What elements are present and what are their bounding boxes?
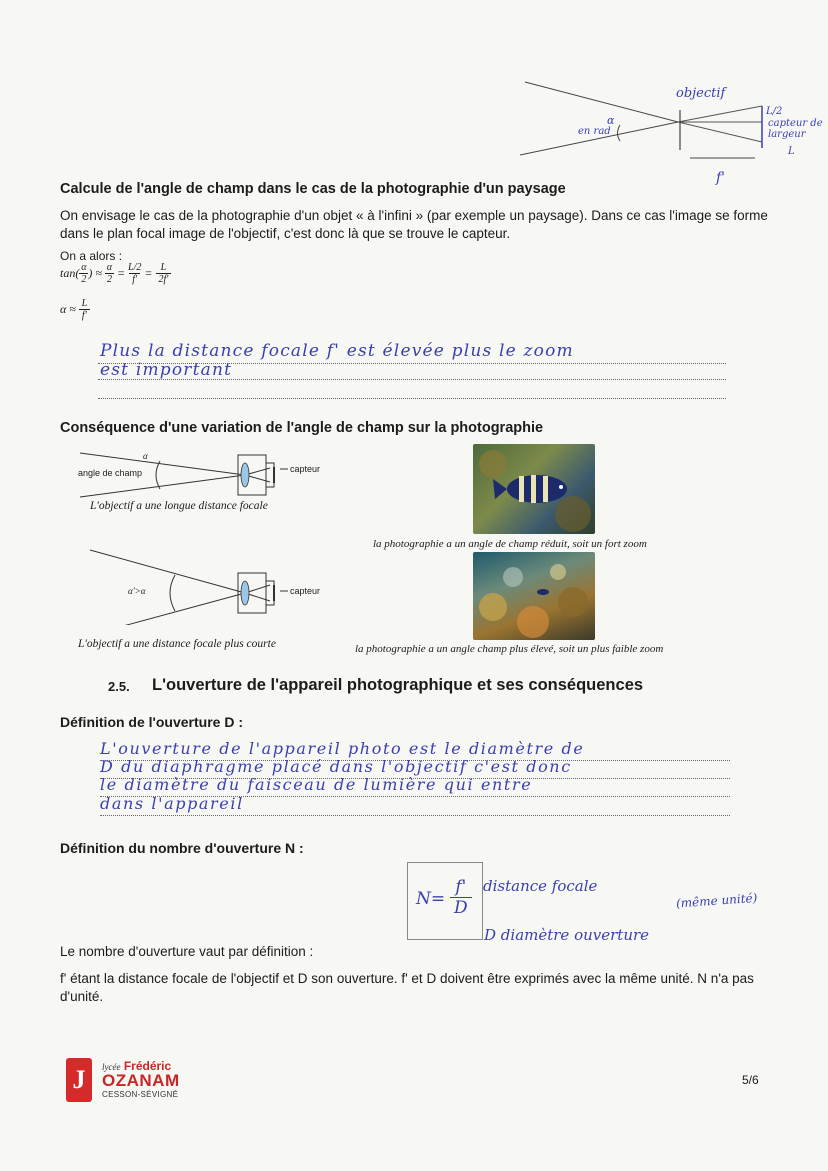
def-N-label: Définition du nombre d'ouverture N : xyxy=(60,840,304,856)
logo-line-1: lycée Frédéric xyxy=(102,1058,172,1073)
formula-tan: tan( $\frac{\alpha}{2}$ ) ≈ $\frac{\alpha}{2}$ = $\frac{L/2}{f'}$ = $\frac{L}{2f'}$ xyxy=(60,262,171,285)
hand-distance-focale: distance focale xyxy=(483,877,598,895)
section-title-consequence: Conséquence d'une variation de l'angle de champ sur la photographie xyxy=(60,420,544,436)
sketch-L: L xyxy=(788,146,795,157)
diagram-short-focal-svg xyxy=(60,545,360,625)
on-a-alors: On a alors : xyxy=(60,249,123,263)
photo-wide-reef xyxy=(473,552,595,640)
school-logo-text xyxy=(102,1059,180,1102)
formula-alpha: α ≈ $\frac{L}{f'}$ xyxy=(60,298,90,321)
explication-N: f' étant la distance focale de l'objectif et D son ouverture. f' et D doivent être exprimés avec la même unité. N n'a pas d'unité. xyxy=(60,971,754,1004)
diagram2-alpha: α'>α xyxy=(128,586,146,596)
def-D-label: Définition de l'ouverture D : xyxy=(60,714,244,730)
formula-N-frac: f' D xyxy=(450,877,472,918)
sketch-objectif: objectif xyxy=(676,86,726,101)
diagram-short-focal xyxy=(60,545,360,625)
def-hand-3: le diamètre du faisceau de lumière qui entre xyxy=(100,775,533,794)
photo-reef-svg xyxy=(473,552,595,640)
diagram1-capteur: capteur xyxy=(290,464,321,474)
def-line-4 xyxy=(100,815,730,816)
sketch-en-rad: en rad xyxy=(578,126,611,137)
school-logo xyxy=(66,1058,180,1102)
photo2-caption: la photographie a un angle champ plus élevé, soit un plus faible zoom xyxy=(355,643,664,655)
par-definition: Le nombre d'ouverture vaut par définition : xyxy=(60,944,314,959)
answer-line-3 xyxy=(98,398,726,399)
diagram1-caption: L'objectif a une longue distance focale xyxy=(90,500,268,512)
section-number-ouverture: 2.5. xyxy=(108,679,130,694)
def-hand-1: L'ouverture de l'appareil photo est le diamètre de xyxy=(100,739,585,758)
diagram2-caption: L'objectif a une distance focale plus courte xyxy=(78,638,276,650)
sketch-alpha: α xyxy=(607,114,615,127)
def-hand-2: D du diaphragme placé dans l'objectif c'est donc xyxy=(100,757,572,776)
hand-meme-unite: (même unité) xyxy=(675,890,758,911)
diagram2-capteur: capteur xyxy=(290,586,321,596)
formula-N-box xyxy=(407,862,483,940)
page-number: 5/6 xyxy=(742,1073,759,1087)
def-hand-4: dans l'appareil xyxy=(100,794,244,813)
photo-zoomed-fish xyxy=(473,444,595,534)
section-title-paysage: Calcule de l'angle de champ dans le cas de la photographie d'un paysage xyxy=(60,181,566,197)
diagram1-angle-label: angle de champ xyxy=(78,468,143,478)
logo-ville: CESSON-SÉVIGNÉ xyxy=(102,1089,179,1099)
section-title-ouverture: L'ouverture de l'appareil photographique et ses conséquences xyxy=(152,676,644,694)
formula-N-display: N= xyxy=(416,889,446,909)
sketch-capteur: capteur de largeur xyxy=(768,118,823,140)
logo-ozanam: OZANAM xyxy=(102,1070,180,1090)
diagram1-alpha: α xyxy=(143,451,148,461)
sketch-f-prime: f' xyxy=(716,170,726,186)
school-logo-icon: J xyxy=(66,1058,92,1102)
handwritten-paysage-1: Plus la distance focale f' est élevée plus le zoom xyxy=(100,341,574,361)
handwritten-paysage-2: est important xyxy=(100,360,233,380)
photo1-caption: la photographie a un angle de champ réduit, soit un fort zoom xyxy=(373,538,647,550)
sketch-l2: L/2 xyxy=(766,106,783,117)
paysage-intro: On envisage le cas de la photographie d'un objet « à l'infini » (par exemple un paysage). Dans ce cas l'image se forme dans le plan focal image de l'objectif, c'est donc là que se trouve le capteur. xyxy=(60,208,768,241)
photo-fish-svg xyxy=(473,444,595,534)
hand-diametre-ouverture: D diamètre ouverture xyxy=(484,926,650,944)
